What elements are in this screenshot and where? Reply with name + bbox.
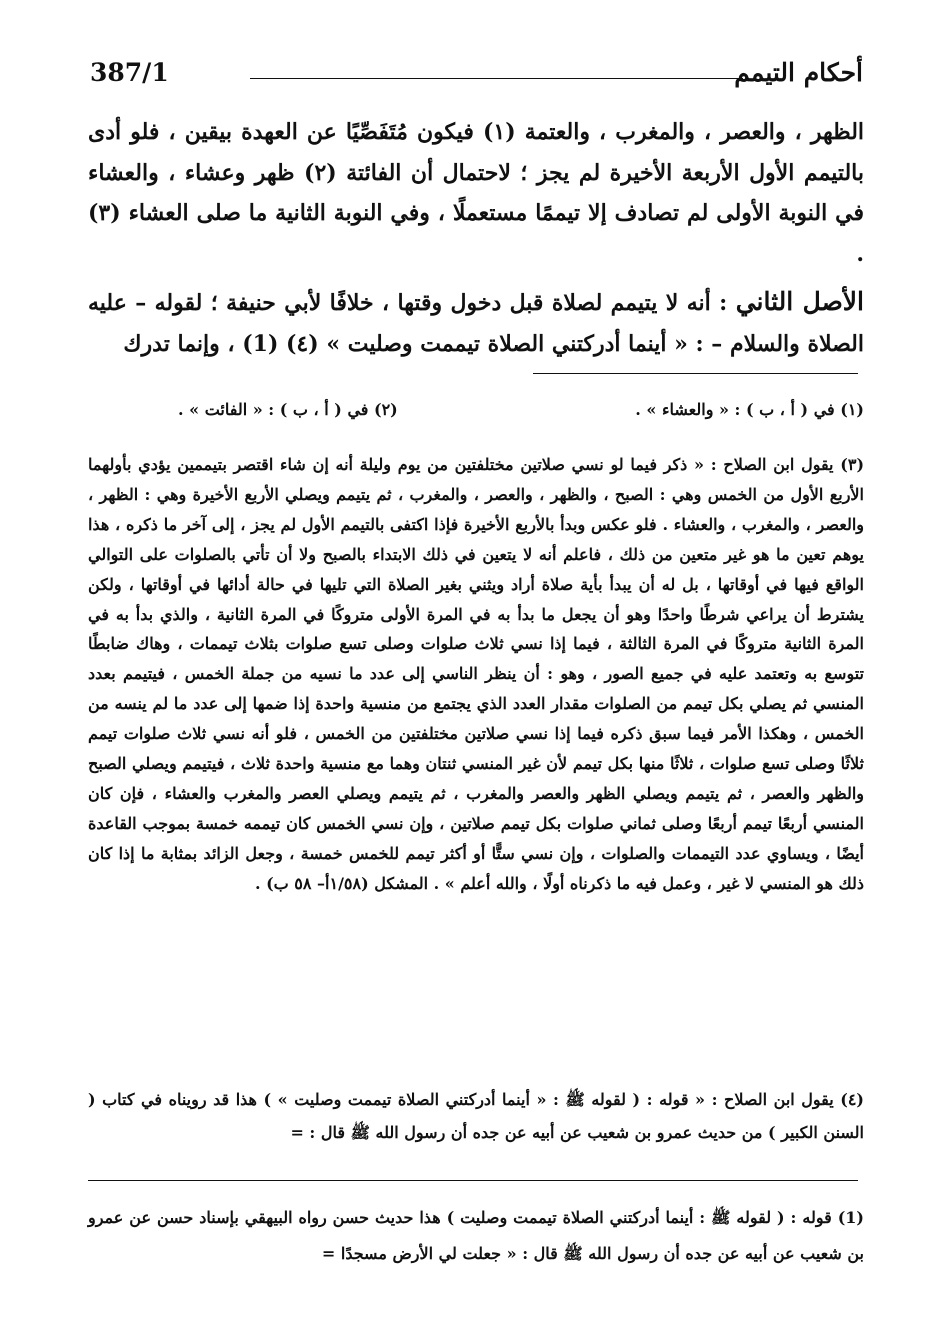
main-text	[88, 112, 864, 364]
footnote-4-text: (٤) يقول ابن الصلاح : « قوله : ( لقوله ﷺ : « أينما أدركتني الصلاة تيممت وصليت » ) هذا قد رويناه في كتاب ( السنن الكبير ) من حديث عمرو بن شعيب عن أبيه عن جده أن رسول الله ﷺ قال : =	[88, 1090, 864, 1142]
header-rule	[250, 78, 743, 79]
footnote-2: (٢) في ( أ ، ب ) : « الفائت » .	[178, 400, 398, 419]
main-paragraph-2-body: : أنه لا يتيمم لصلاة قبل دخول وقتها ، خلافًا لأبي حنيفة ؛ لقوله – عليه الصلاة والسلام – : « أينما أدركتني الصلاة تيممت وصليت » (٤) (1) ، وإنما تدرك	[88, 290, 864, 357]
footnote-3	[88, 450, 864, 899]
footnote-4	[88, 1083, 864, 1149]
footnote-3-text: (٣) يقول ابن الصلاح : « ذكر فيما لو نسي صلاتين مختلفتين من يوم وليلة أنه إن شاء اقتصر بتيممين يؤدي بأولهما الأربع الأول من الخمس وهي : الصبح ، والظهر ، والعصر ، والمغرب ، ثم يتيمم ويصلي الأربع الأخيرة وهي : الظهر ، والعصر ، والمغرب ، والعشاء . فلو عكس وبدأ بالأربع الأخيرة فإذا اكتفى بالتيمم الأول لم يجز ، إلى آخر ما ذكره ، هذا يوهم تعين ما هو غير متعين من ذلك ، فاعلم أنه لا يتعين في ذلك الابتداء بالصبح ولا أن تأتي بالصلوات على التوالي الواقع فيها في أوقاتها ، بل له أن يبدأ بأية صلاة أراد ويثني بغير الصلاة التي تليها في حالة أدائها في أوقاتها ، ولكن يشترط أن يراعي شرطًا واحدًا وهو أن يجعل ما بدأ به في المرة الأولى متروكًا في المرة الثانية ، والذي بدأ به في المرة الثانية متروكًا في المرة الثالثة ، فيما إذا نسي ثلاث صلوات وصلى تسع صلوات بثلاث تيممات ، وهاك ضابطًا تتوسع به وتعتمد عليه في جميع الصور ، وهو : أن ينظر الناسي إلى عدد ما نسيه من جملة الخمس ، فيتيمم بعدد المنسي ثم يصلي بكل تيمم من الصلوات مقدار العدد الذي يجتمع من منسية واحدة إذا ضمها إلى عدد ما لم ينسه من الخمس ، وهكذا الأمر فيما سبق ذكره فيما إذا نسي صلاتين مختلفتين من الخمس ، فلو أنه نسي ثلاث صلوات تيمم ثلاثًا وصلى تسع صلوات ، ثلاثًا منها بكل تيمم لأن غير المنسي ثنتان وهما مع منسية واحدة ثلاث ، فيتيمم ويصلي الصبح والظهر والعصر ، ثم يتيمم ويصلي الظهر والعصر والمغرب ، ثم يتيمم ويصلي العصر والمغرب والعشاء ، فإن كان المنسي أربعًا تيمم أربعًا وصلى ثماني صلوات بكل تيمم صلاتين ، وإن نسي الخمس كان تيممه خمسة بموجب القاعدة أيضًا ، ويساوي عدد التيممات والصلوات ، وإن نسي ستًّا أو أكثر تيمم للخمس خمسة ، وجعل الزائد بمثابة ما إذا كان ذلك هو المنسي لا غير ، وعمل فيه ما ذكرناه أولًا ، والله أعلم » . المشكل (١/٥٨أ– ٥٨ ب) .	[88, 455, 865, 893]
footnote-1: (١) في ( أ ، ب ) : « والعشاء » .	[635, 400, 864, 419]
page-number: 387/1	[90, 58, 169, 87]
running-header	[90, 56, 863, 92]
main-paragraph-2	[88, 282, 864, 364]
footnote-separator	[533, 373, 858, 374]
footnote-row-1-2	[88, 400, 864, 430]
editor-footnote-separator	[88, 1180, 858, 1181]
chapter-title: أحكام التيمم	[734, 58, 863, 87]
main-paragraph-1: الظهر ، والعصر ، والمغرب ، والعتمة (١) فيكون مُتَفَصِّيًا عن العهدة بيقين ، فلو أدى بالتيمم الأول الأربعة الأخيرة لم يجز ؛ لاحتمال أن الفائتة (٢) ظهر وعشاء ، والعشاء في النوبة الأولى لم تصادف إلا تيممًا مستعملًا ، وفي النوبة الثانية ما صلى العشاء (٣) .	[88, 119, 865, 267]
editor-footnote-text: (1) قوله : ( لقوله ﷺ : أينما أدركتني الصلاة تيممت وصليت ) هذا حديث حسن رواه البيهقي بإسناد حسن عن عمرو بن شعيب عن أبيه عن جده أن رسول الله ﷺ قال : « جعلت لي الأرض مسجدًا =	[88, 1208, 864, 1263]
section-heading: الأصل الثاني	[735, 287, 865, 316]
editor-footnote	[88, 1200, 864, 1272]
